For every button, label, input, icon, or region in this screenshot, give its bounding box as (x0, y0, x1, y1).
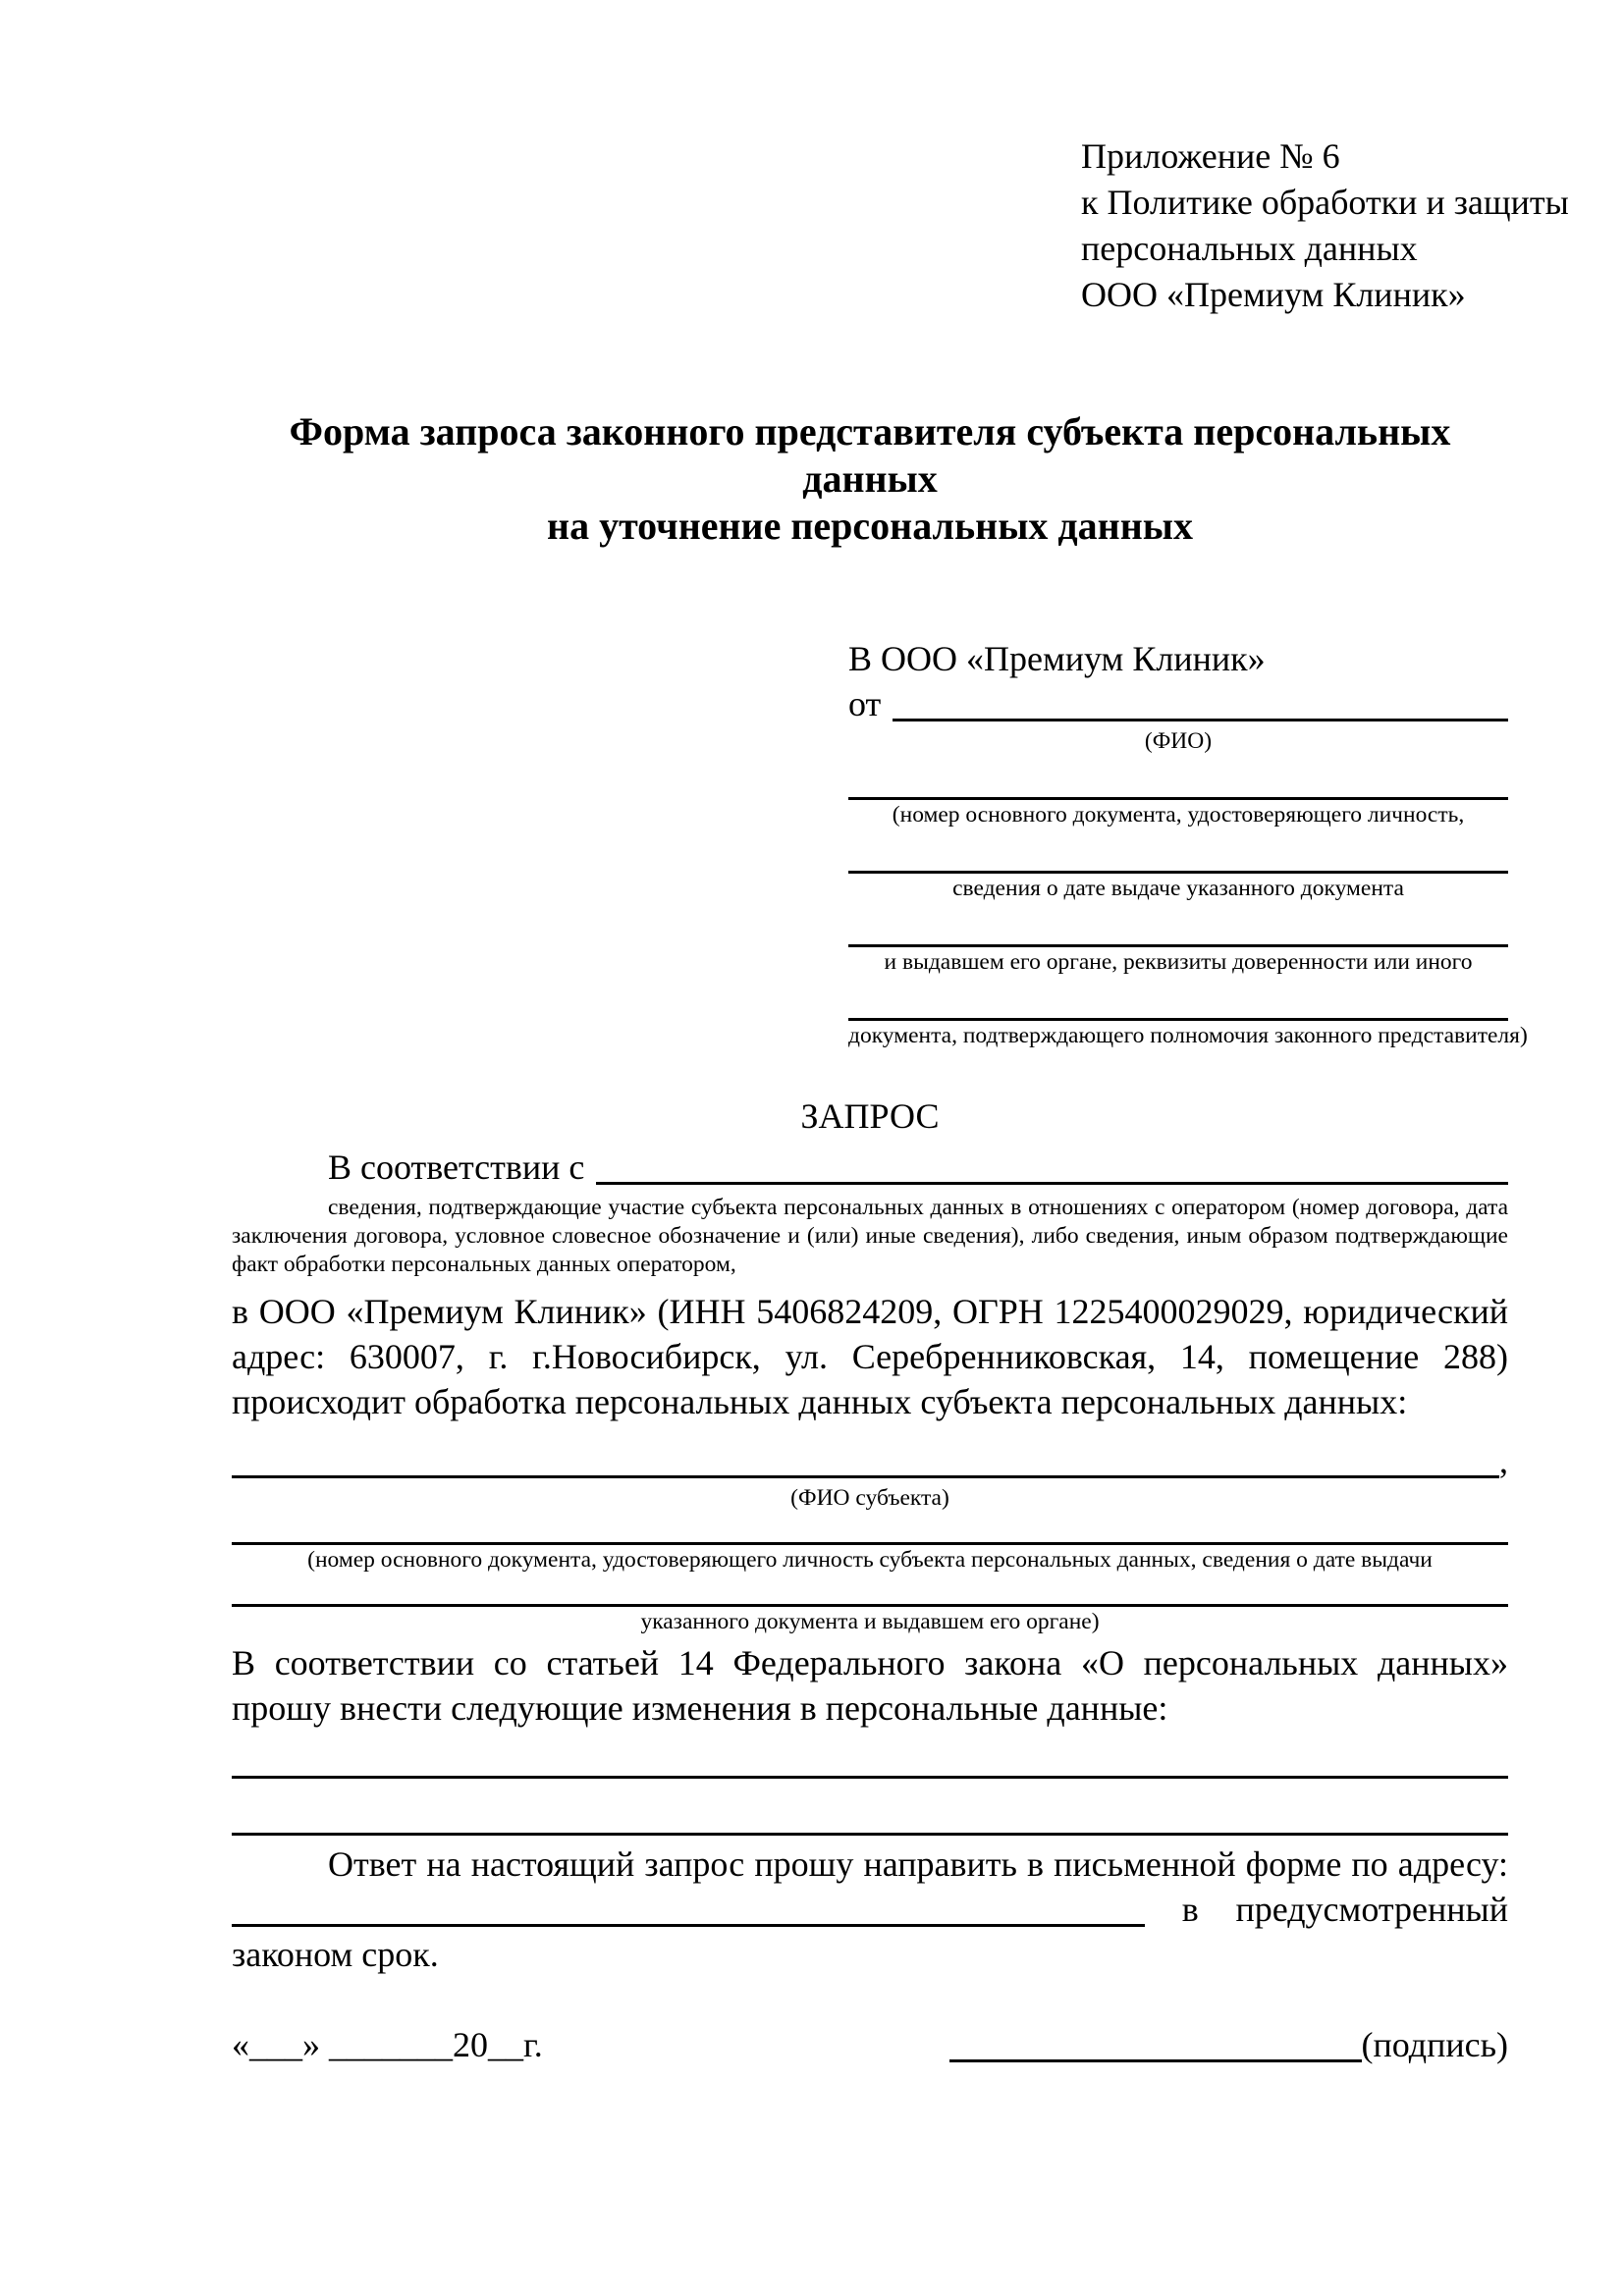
addressee-from-row (848, 681, 1508, 726)
intro-label: В соответствии с (328, 1148, 585, 1187)
intro-write-line (596, 1145, 1508, 1185)
representative-doc-field-2 (848, 829, 1508, 903)
write-line (848, 903, 1508, 947)
appendix-line-2: к Политике обработки и защиты (1081, 183, 1569, 222)
answer-line-2 (232, 1887, 1508, 1932)
write-line (848, 977, 1508, 1021)
signature-group (949, 2022, 1508, 2067)
appendix-line-3: персональных данных (1081, 229, 1418, 268)
subject-fio-row (232, 1438, 1508, 1483)
representative-doc-field-3 (848, 903, 1508, 977)
field-caption-2: сведения о дате выдаче указанного документа (952, 876, 1404, 901)
operator-paragraph: в ООО «Премиум Клиник» (ИНН 5406824209, ОГРН 1225400029029, юридический адрес: 630007, г. г.Новосибирск, ул. Серебренниковская, 14, помещение 288) происходит обработка персональных данных субъекта персональных данных: (232, 1292, 1508, 1421)
address-write-line (232, 1924, 1145, 1927)
addressee-to-line: В ООО «Премиум Клиник» (848, 639, 1266, 678)
subject-fio-write-line (232, 1438, 1499, 1478)
page-title (232, 408, 1508, 550)
changes-write-line-1 (232, 1776, 1508, 1779)
write-line (848, 756, 1508, 800)
write-line (848, 829, 1508, 874)
intro-row (232, 1145, 1508, 1190)
addressee-block (848, 636, 1528, 1050)
from-write-line (893, 681, 1508, 721)
subject-doc-caption-1: (номер основного документа, удостоверяющего личность субъекта персональных данных, сведения о дате выдачи (307, 1547, 1433, 1573)
answer-line-1: Ответ на настоящий запрос прошу направить в письменной форме по адресу: (328, 1844, 1508, 1884)
representative-doc-field-1 (848, 756, 1508, 829)
date-signature-row (232, 2022, 1508, 2067)
intro-note: сведения, подтверждающие участие субъекта персональных данных в отношениях с оператором (номер договора, дата заключения договора, условное словесное обозначение и (или) иные сведения), либо сведения, иным образом подтверждающие факт обработки персональных данных оператором, (232, 1195, 1508, 1277)
title-line-2: на уточнение персональных данных (547, 504, 1193, 548)
answer-word-2: предусмотренный (1235, 1890, 1508, 1929)
from-label: от (848, 684, 882, 723)
subject-doc-caption-2: указанного документа и выдавшем его органе) (640, 1609, 1100, 1634)
field-caption-3: и выдавшем его органе, реквизиты доверенности или иного (884, 949, 1473, 975)
field-caption-4: документа, подтверждающего полномочия законного представителя) (848, 1023, 1528, 1048)
signature-write-line (949, 2059, 1362, 2062)
signature-caption: (подпись) (1361, 2025, 1508, 2064)
representative-doc-field-4 (848, 977, 1528, 1050)
subject-fio-caption: (ФИО субъекта) (790, 1485, 949, 1511)
title-line-1: Форма запроса законного представителя субъекта персональных данных (289, 409, 1451, 501)
date-line: «___» _______20__г. (232, 2025, 543, 2064)
answer-line-3: законом срок. (232, 1935, 439, 1974)
request-heading: ЗАПРОС (800, 1096, 940, 1136)
trailing-comma: , (1499, 1441, 1508, 1480)
appendix-block (1081, 133, 1569, 318)
changes-write-line-2 (232, 1833, 1508, 1836)
law-paragraph: В соответствии со статьей 14 Федерального закона «О персональных данных» прошу внести следующие изменения в персональные данные: (232, 1643, 1508, 1728)
fio-caption: (ФИО) (1144, 728, 1213, 754)
appendix-line-1: Приложение № 6 (1081, 136, 1340, 176)
answer-word-1: в (1181, 1890, 1199, 1929)
appendix-line-4: ООО «Премиум Клиник» (1081, 275, 1466, 314)
field-caption-1: (номер основного документа, удостоверяющего личность, (892, 802, 1465, 828)
